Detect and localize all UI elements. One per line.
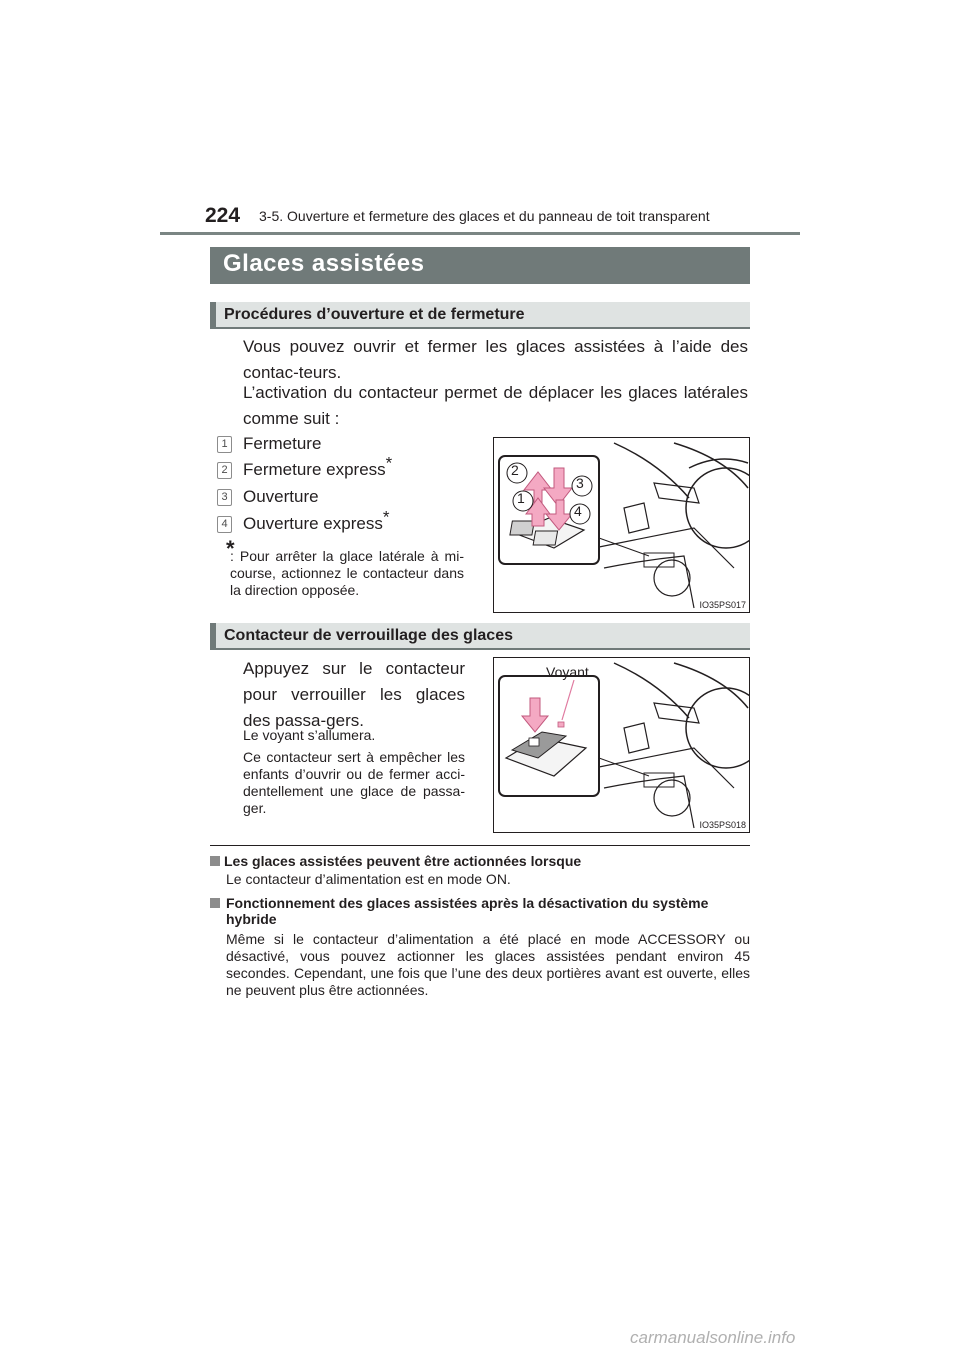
note-block [210,853,750,888]
lock-switch-illustration [494,658,749,832]
section-heading-bar [210,623,750,650]
section-accent [210,302,216,327]
asterisk-mark: * [385,453,393,473]
chapter-heading: 3-5. Ouverture et fermeture des glaces et du panneau de toit transparent [259,208,710,224]
list-item [217,487,319,509]
section-accent [210,623,216,648]
indicator-label: Voyant [546,664,589,680]
lock-note: Ce contacteur sert à empêcher les enfants d’ouvrir ou de fermer acci-dentellement une glace de passa-ger. [243,749,465,816]
footnote-mark: * [226,536,235,561]
note-title: Fonctionnement des glaces assistées après la désactivation du système hybride [226,895,709,927]
lock-paragraph: Appuyez sur le contacteur pour verrouiller les glaces des passa-gers. [243,659,465,730]
asterisk-mark: * [382,507,390,527]
note-block [210,895,750,999]
intro-paragraph: Vous pouvez ouvrir et fermer les glaces assistées à l’aide des contac-teurs. [243,337,748,382]
step-number: 3 [217,489,232,506]
item-label: Fermeture express [243,460,386,479]
item-label: Ouverture [243,487,319,506]
note-text: Le contacteur d’alimentation est en mode ON. [226,871,511,887]
figure-code: IO35PS017 [699,600,746,610]
step-number: 2 [217,462,232,479]
window-switch-figure [493,437,750,613]
step-number: 1 [217,436,232,453]
header-rule [160,232,800,235]
list-item [217,453,393,482]
callout-4: 4 [574,503,582,519]
callout-3: 3 [576,475,584,491]
page-title: Glaces assistées [223,250,425,277]
lock-switch-figure [493,657,750,833]
section-heading-bar [210,302,750,329]
figure-code: IO35PS018 [699,820,746,830]
list-item [217,434,322,456]
section-heading: Procédures d’ouverture et de fermeture [224,306,525,323]
window-switch-illustration [494,438,749,612]
site-watermark: carmanualsonline.info [630,1328,796,1347]
callout-2: 2 [511,462,519,478]
lock-note: Le voyant s’allumera. [243,727,376,743]
note-text: Même si le contacteur d’alimentation a été placé en mode ACCESSORY ou désactivé, vous pouvez actionner les glaces assistées pendant environ 45 secondes. Cependant, une fois que l’une des deux portières avant est ouverte, elles ne peuvent plus être actionnées. [226,931,750,998]
note-title: Les glaces assistées peuvent être actionnées lorsque [224,853,582,869]
section-heading: Contacteur de verrouillage des glaces [224,627,513,644]
page-number: 224 [205,204,241,227]
list-item [217,507,390,536]
footnote-text: : Pour arrêter la glace latérale à mi-course, actionnez le contacteur dans la direction opposée. [230,548,464,598]
item-label: Ouverture express [243,514,383,533]
item-label: Fermeture [243,434,322,453]
activation-paragraph: L’activation du contacteur permet de déplacer les glaces latérales comme suit : [243,383,748,428]
callout-1: 1 [517,490,525,506]
notes-rule [210,845,750,846]
step-number: 4 [217,516,232,533]
square-bullet-icon [210,856,220,866]
square-bullet-icon [210,898,220,908]
